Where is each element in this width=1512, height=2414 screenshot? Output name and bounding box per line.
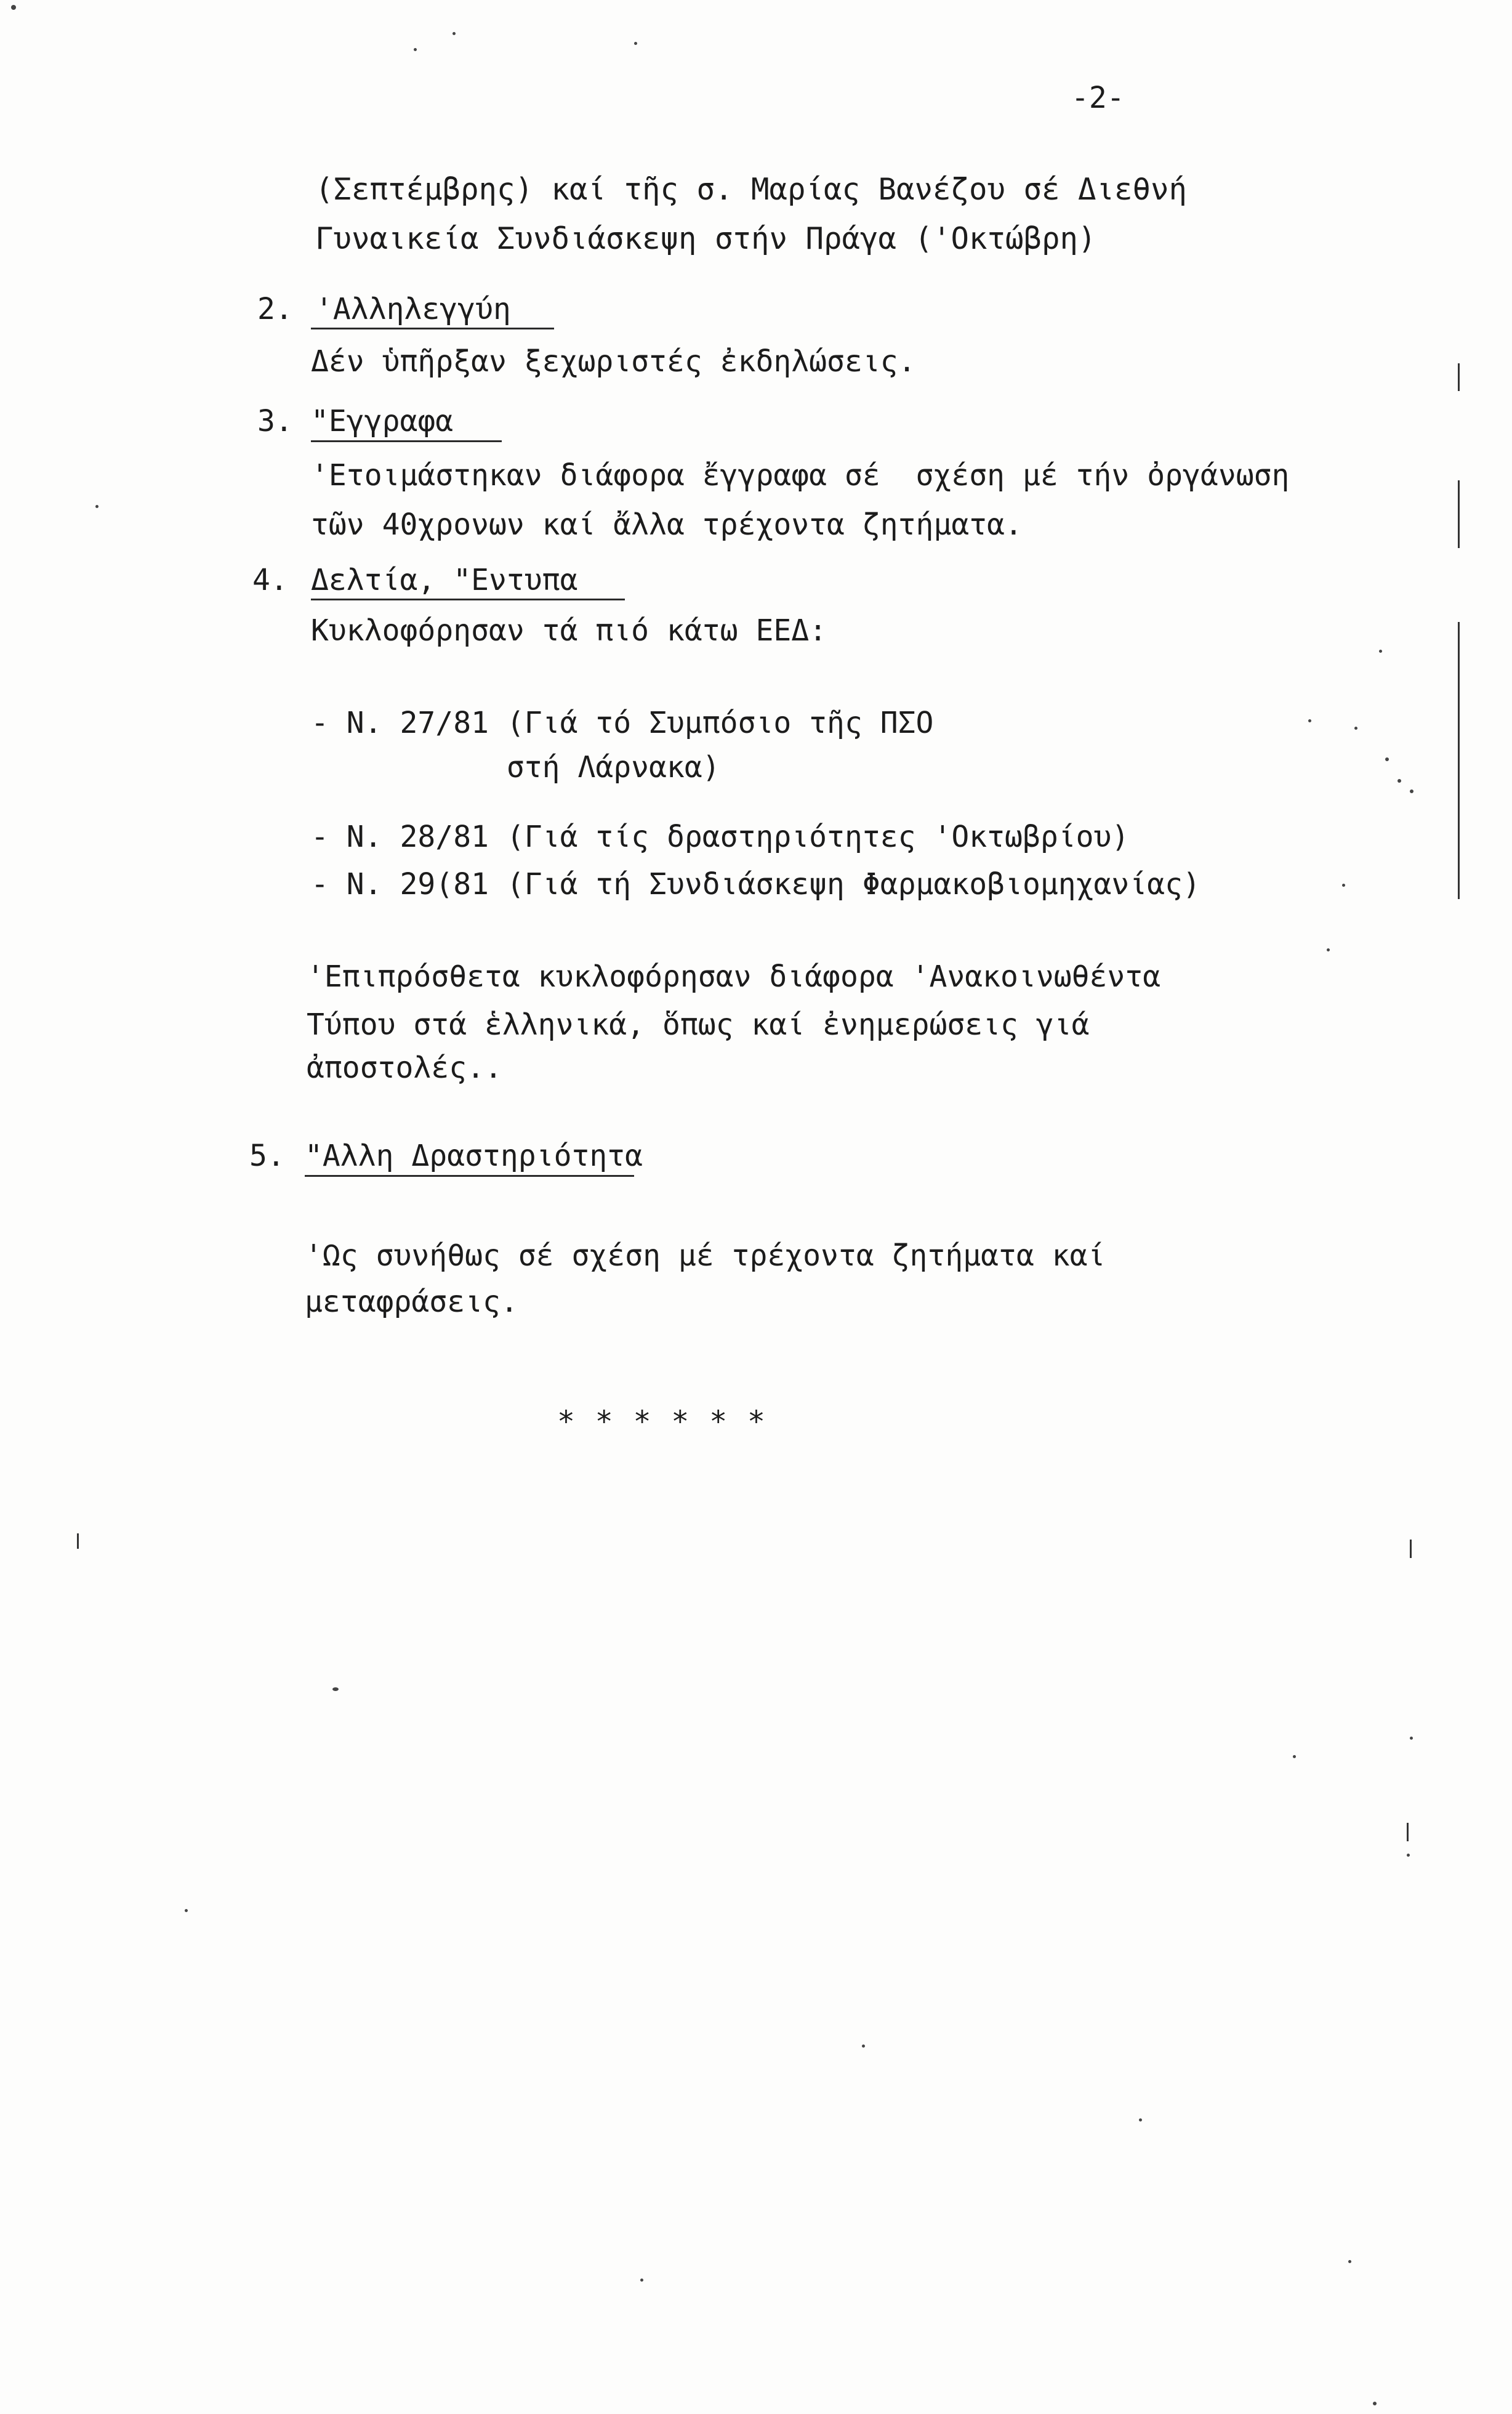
scan-speck (1139, 2118, 1142, 2121)
section-2-body-line-1: Δέν ὑπῆρξαν ξεχωριστές ἐκδηλώσεις. (311, 344, 916, 379)
scan-speck (1308, 719, 1311, 722)
margin-mark (1458, 480, 1460, 548)
section-4-heading: Δελτία, "Εντυπα (311, 563, 578, 597)
section-2-number: 2. (257, 292, 293, 326)
scan-speck (185, 1909, 188, 1912)
margin-mark (77, 1533, 79, 1549)
scan-speck (1293, 1755, 1296, 1758)
page-number: -2- (1071, 81, 1125, 115)
scan-speck (862, 2045, 865, 2048)
section-3-body-line-2: τῶν 40χρονων καί ἄλλα τρέχοντα ζητήματα. (311, 507, 1023, 542)
closing-asterisks: * * * * * * (557, 1405, 766, 1439)
section-5-heading: "Αλλη Δραστηριότητα (305, 1139, 643, 1173)
section-4-list-item-3: - Ν. 29(81 (Γιά τή Συνδιάσκεψη Φαρμακοβιομηχανίας) (311, 867, 1200, 902)
margin-mark (1458, 874, 1460, 899)
scan-speck (1407, 1854, 1410, 1857)
margin-mark (1458, 363, 1460, 391)
scan-speck (634, 42, 637, 45)
scan-speck (1379, 650, 1382, 653)
section-5-number: 5. (249, 1139, 285, 1173)
margin-mark (1458, 622, 1460, 881)
section-3-body-line-1: 'Ετοιμάστηκαν διάφορα ἔγγραφα σέ σχέση μέ τήν ὀργάνωση (311, 458, 1290, 493)
section-4-list-item-1: - Ν. 27/81 (Γιά τό Συμπόσιο τῆς ΠΣΟ (311, 706, 934, 740)
section-4-heading-underline (311, 599, 625, 600)
scan-speck (1385, 757, 1389, 761)
scan-speck (640, 2279, 643, 2282)
section-5-body-line-1: 'Ως συνήθως σέ σχέση μέ τρέχοντα ζητήματα καί (305, 1238, 1106, 1273)
scan-speck (1327, 948, 1330, 951)
scan-speck (1410, 1737, 1413, 1740)
scan-speck (1373, 2402, 1377, 2405)
scan-speck (1410, 789, 1413, 793)
scan-speck (1397, 779, 1401, 783)
scan-speck (11, 5, 16, 10)
section-4-list-item-2: - Ν. 28/81 (Γιά τίς δραστηριότητες 'Οκτωβρίου) (311, 820, 1130, 854)
section-5-heading-underline (305, 1175, 634, 1177)
section-3-heading: "Εγγραφα (311, 404, 454, 438)
scan-speck (414, 48, 417, 51)
margin-mark (1410, 1540, 1412, 1558)
scan-speck (1342, 884, 1345, 887)
section-4-extra-line-1: 'Επιπρόσθετα κυκλοφόρησαν διάφορα 'Ανακοινωθέντα (307, 959, 1161, 994)
margin-mark (1407, 1823, 1409, 1841)
intro-line-1: (Σεπτέμβρης) καί τῆς σ. Μαρίας Βανέζου σέ Διεθνή (315, 172, 1188, 207)
section-4-list-item-1-cont: στή Λάρνακα) (311, 750, 720, 785)
section-5-body-line-2: μεταφράσεις. (305, 1285, 518, 1319)
section-4-extra-line-2: Τύπου στά ἑλληνικά, ὅπως καί ἐνημερώσεις γιά (307, 1007, 1090, 1042)
scan-speck (332, 1687, 339, 1691)
section-4-extra-line-3: ἀποστολές.. (307, 1051, 502, 1085)
section-3-number: 3. (257, 404, 293, 438)
intro-line-2: Γυναικεία Συνδιάσκεψη στήν Πράγα ('Οκτώβρη) (315, 221, 1096, 256)
section-2-heading-underline (311, 328, 554, 329)
scan-speck (95, 505, 99, 508)
section-4-number: 4. (252, 563, 288, 597)
scan-speck (1348, 2260, 1351, 2263)
scan-speck (452, 32, 456, 35)
scan-speck (1354, 727, 1357, 730)
section-2-heading: 'Αλληλεγγύη (315, 292, 511, 326)
section-4-body-line-1: Κυκλοφόρησαν τά πιό κάτω ΕΕΔ: (311, 613, 827, 648)
section-3-heading-underline (311, 440, 502, 442)
